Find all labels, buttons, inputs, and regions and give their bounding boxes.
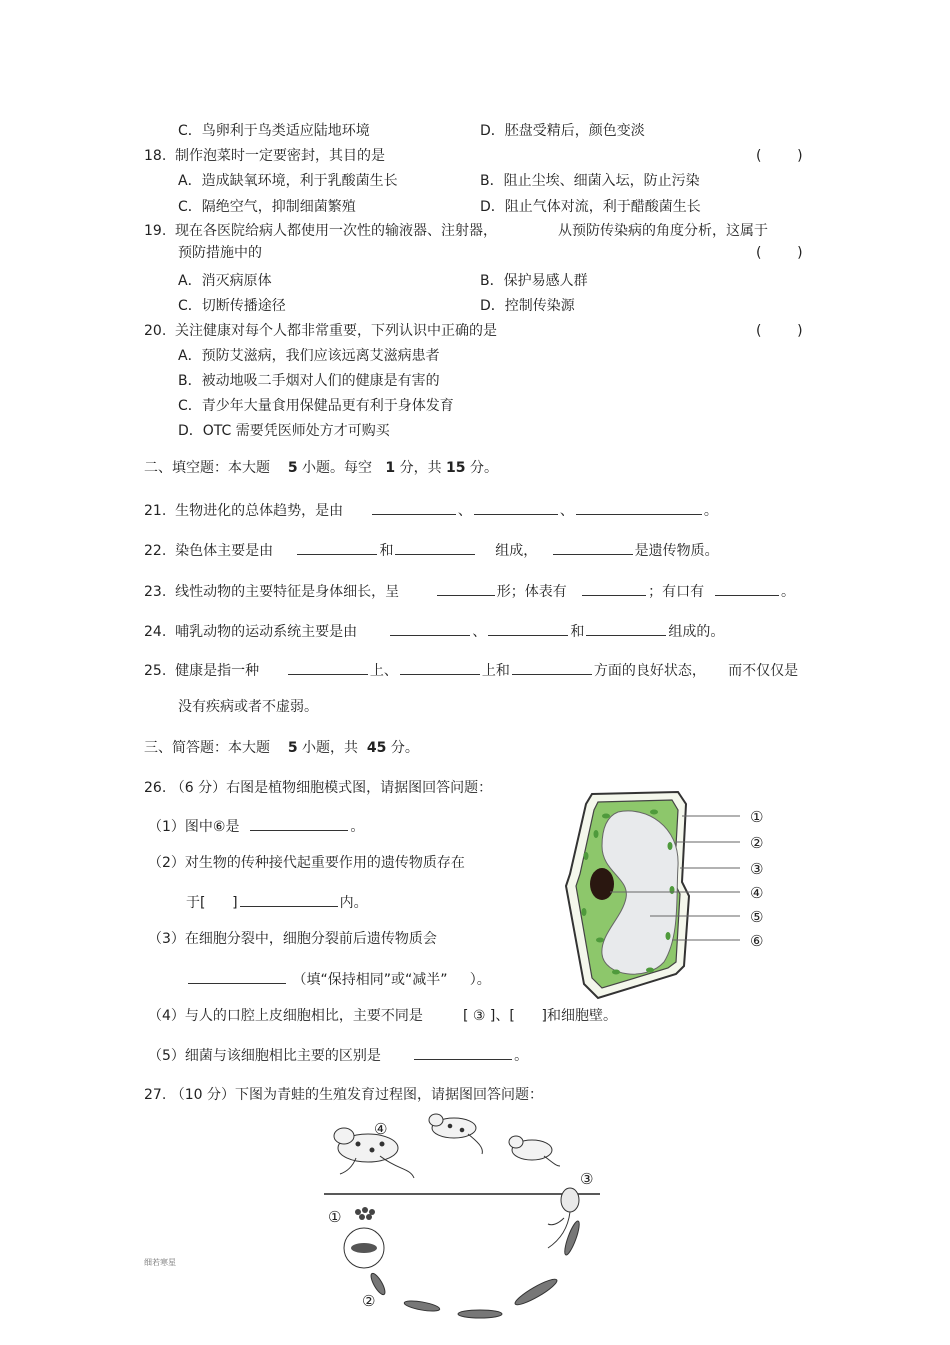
- footer-watermark: 细若寒星: [144, 1258, 176, 1267]
- q18-stem: 制作泡菜时一定要密封，其目的是: [175, 148, 385, 164]
- q26-sub5: （5）细菌与该细胞相比主要的区别是 。: [148, 1045, 528, 1065]
- q22-blank-2[interactable]: [395, 540, 475, 555]
- q26-sub2-answer: 于[ ] 内。: [186, 892, 368, 912]
- q18-option-d: D．阻止气体对流，利于醋酸菌生长: [480, 199, 701, 215]
- section2-header: 二、填空题：本大题 5 小题。每空 1 分，共 15 分。: [144, 460, 498, 476]
- q21: 21. 生物进化的总体趋势，是由 、 、 。: [144, 500, 718, 520]
- q20-stem: 关注健康对每个人都非常重要，下列认识中正确的是: [175, 323, 497, 339]
- embryo-icon: [344, 1228, 384, 1268]
- q20-option-d: D．OTC 需要凭医师处方才可购买: [178, 423, 390, 439]
- q23-blank-1[interactable]: [437, 581, 495, 596]
- q26-sub4: （4）与人的口腔上皮细胞相比，主要不同是 [ ③ ]、[ ]和细胞壁。: [148, 1008, 617, 1024]
- froglet-icon: [509, 1136, 560, 1166]
- q20-number: 20.: [144, 323, 167, 339]
- q21-blank-1[interactable]: [372, 500, 456, 515]
- frog-life-cycle-diagram: [318, 1108, 608, 1338]
- frog-label-1: ①: [328, 1208, 342, 1226]
- q22: 22. 染色体主要是由 和 组成， 是遗传物质。: [144, 540, 719, 560]
- frog-label-4: ④: [374, 1120, 388, 1138]
- q18-option-b: B．阻止尘埃、细菌入坛，防止污染: [480, 173, 700, 189]
- q26-blank-2[interactable]: [240, 892, 338, 907]
- q25-blank-2[interactable]: [400, 660, 480, 675]
- frog-label-2: ②: [362, 1292, 376, 1310]
- q19-stem-line2: 预防措施中的: [178, 245, 262, 261]
- cell-label-4: ④: [750, 884, 764, 902]
- q19-stem-line1: 现在各医院给病人都使用一次性的输液器、注射器，: [175, 223, 497, 239]
- q20-option-c: C．青少年大量食用保健品更有利于身体发育: [178, 398, 454, 414]
- q24: 24. 哺乳动物的运动系统主要是由 、 和 组成的。: [144, 621, 724, 641]
- q23: 23. 线性动物的主要特征是身体细长，呈 形；体表有 ；有口有 。: [144, 581, 795, 601]
- cell-label-6: ⑥: [750, 932, 764, 950]
- q19-stem-line1-cont: 从预防传染病的角度分析，这属于: [558, 223, 768, 239]
- q27-stem: 27. （10 分）下图为青蛙的生殖发育过程图，请据图回答问题：: [144, 1087, 543, 1103]
- plant-cell-diagram: [556, 786, 776, 1008]
- q20-option-a: A．预防艾滋病，我们应该远离艾滋病患者: [178, 348, 440, 364]
- cell-label-5: ⑤: [750, 908, 764, 926]
- q26-blank-1[interactable]: [250, 816, 348, 831]
- q26-sub3: （3）在细胞分裂中，细胞分裂前后遗传物质会: [148, 931, 437, 947]
- q23-blank-2[interactable]: [582, 581, 646, 596]
- q24-blank-3[interactable]: [586, 621, 666, 636]
- cell-label-2: ②: [750, 834, 764, 852]
- q19-option-a: A．消灭病原体: [178, 273, 272, 289]
- q19-answer-paren: ( ): [756, 245, 803, 261]
- q26-blank-3[interactable]: [188, 969, 286, 984]
- eggs-icon: [355, 1207, 375, 1220]
- young-frog-icon: [429, 1114, 482, 1154]
- q26-blank-5[interactable]: [414, 1045, 512, 1060]
- nucleus: [590, 868, 614, 900]
- q26-sub2: （2）对生物的传种接代起重要作用的遗传物质存在: [148, 855, 465, 871]
- q18-answer-paren: ( ): [756, 148, 803, 164]
- tadpoles-icon: [369, 1220, 582, 1318]
- section3-header: 三、简答题：本大题 5 小题，共 45 分。: [144, 740, 419, 756]
- q25-blank-3[interactable]: [512, 660, 592, 675]
- q19-number: 19.: [144, 223, 167, 239]
- q18-option-a: A．造成缺氧环境，利于乳酸菌生长: [178, 173, 398, 189]
- frog-label-3: ③: [580, 1170, 594, 1188]
- q19-option-b: B．保护易感人群: [480, 273, 588, 289]
- q19-option-d: D．控制传染源: [480, 298, 575, 314]
- q17-option-d: D．胚盘受精后，颜色变淡: [480, 123, 645, 139]
- cell-label-1: ①: [750, 808, 764, 826]
- q24-blank-2[interactable]: [488, 621, 568, 636]
- cell-label-3: ③: [750, 860, 764, 878]
- q25-blank-1[interactable]: [288, 660, 368, 675]
- q25-line2: 没有疾病或者不虚弱。: [178, 699, 318, 715]
- q21-blank-2[interactable]: [474, 500, 558, 515]
- q21-blank-3[interactable]: [576, 500, 702, 515]
- q23-blank-3[interactable]: [715, 581, 779, 596]
- q26-stem: 26. （6 分）右图是植物细胞模式图，请据图回答问题：: [144, 780, 493, 796]
- q22-blank-3[interactable]: [553, 540, 633, 555]
- q19-option-c: C．切断传播途径: [178, 298, 286, 314]
- q22-blank-1[interactable]: [297, 540, 377, 555]
- q20-answer-paren: ( ): [756, 323, 803, 339]
- q20-option-b: B．被动地吸二手烟对人们的健康是有害的: [178, 373, 440, 389]
- q18-option-c: C．隔绝空气，抑制细菌繁殖: [178, 199, 356, 215]
- q17-option-c: C．鸟卵利于鸟类适应陆地环境: [178, 123, 370, 139]
- q18-number: 18.: [144, 148, 167, 164]
- q26-sub1: （1）图中⑥是 。: [148, 816, 364, 836]
- q26-sub3-answer: （填“保持相同”或“减半” ）。: [186, 969, 491, 989]
- q24-blank-1[interactable]: [390, 621, 470, 636]
- q25: 25. 健康是指一种 上、 上和 方面的良好状态， 而不仅仅是: [144, 660, 798, 680]
